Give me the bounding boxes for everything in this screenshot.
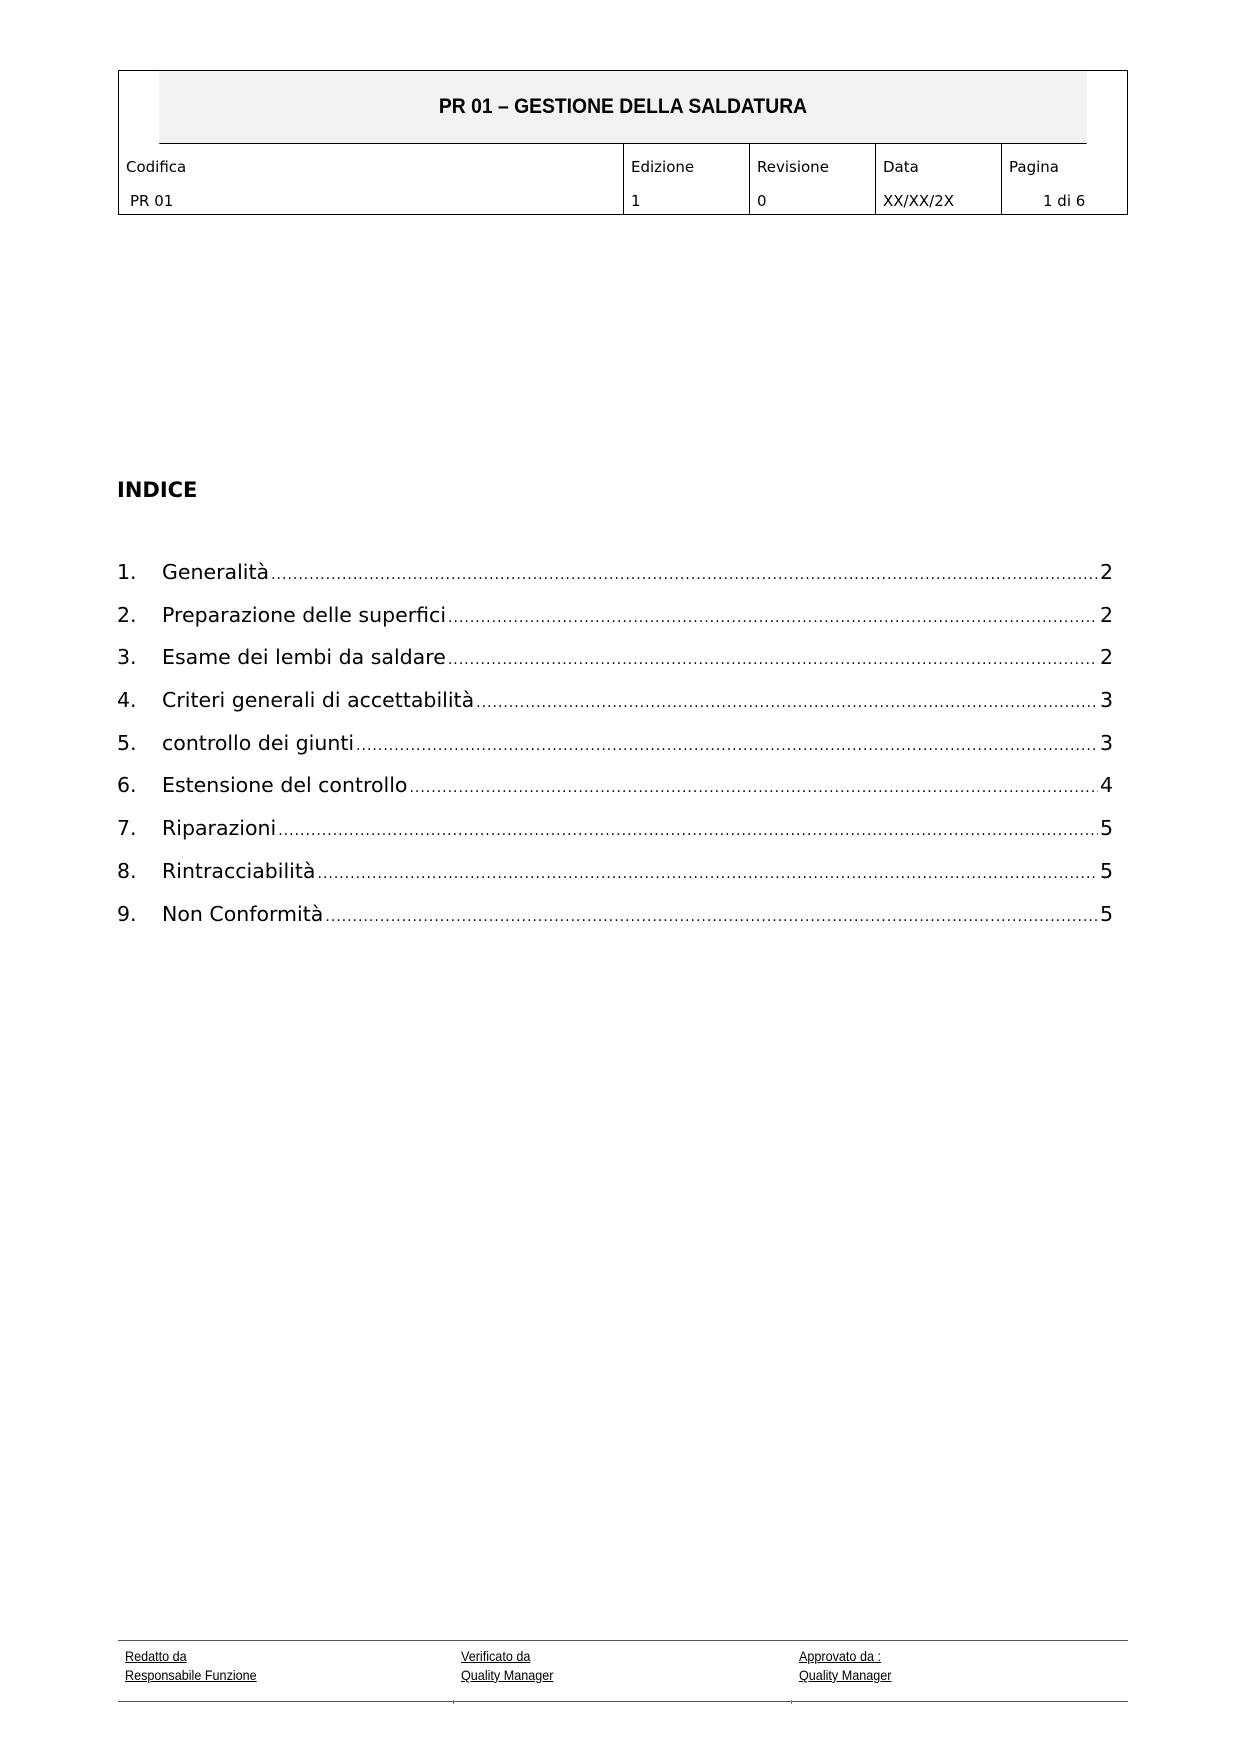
revisione-cell — [750, 144, 876, 214]
toc-heading: INDICE — [117, 478, 198, 502]
toc-item-preparazione[interactable] — [117, 603, 1113, 646]
toc-item-page: 2 — [1099, 645, 1113, 670]
toc-item-number: 6. — [117, 773, 137, 798]
data-cell — [876, 144, 1002, 214]
pagina-cell — [1002, 144, 1127, 214]
revisione-value: 0 — [757, 192, 767, 210]
revisione-label: Revisione — [757, 158, 829, 176]
toc-item-label: Rintracciabilità — [162, 858, 316, 883]
toc-item-rintracciabilita[interactable] — [117, 859, 1113, 902]
verificato-label: Verificato da — [461, 1648, 531, 1664]
toc-dot-leader — [325, 909, 1098, 925]
toc-item-esame-lembi[interactable] — [117, 645, 1113, 688]
codifica-label: Codifica — [126, 158, 187, 176]
edizione-label: Edizione — [631, 158, 695, 176]
pagina-label: Pagina — [1009, 158, 1059, 176]
toc-item-label: Criteri generali di accettabilità — [162, 688, 475, 713]
verificato-block — [461, 1647, 564, 1685]
pagina-value: 1 di 6 — [1043, 192, 1086, 210]
verificato-value: Quality Manager — [461, 1667, 554, 1683]
toc-item-controllo-giunti[interactable] — [117, 731, 1113, 774]
header-info-row — [119, 144, 1127, 214]
toc-dot-leader — [317, 866, 1097, 882]
toc-item-label: controllo dei giunti — [162, 730, 355, 755]
toc-item-number: 3. — [117, 645, 137, 670]
toc-item-label: Riparazioni — [162, 816, 277, 841]
toc-item-number: 7. — [117, 816, 137, 841]
toc-item-label: Estensione del controllo — [162, 773, 408, 798]
toc-dot-leader — [476, 695, 1098, 711]
codifica-value: PR 01 — [130, 192, 174, 210]
toc-dot-leader — [448, 610, 1098, 626]
toc-item-page: 2 — [1099, 560, 1113, 584]
toc-item-label: Preparazione delle superfici — [162, 602, 447, 627]
edizione-cell — [624, 144, 750, 214]
toc-item-estensione[interactable] — [117, 773, 1113, 816]
toc-item-page: 5 — [1099, 901, 1113, 926]
toc-dot-leader — [409, 780, 1098, 796]
edizione-value: 1 — [631, 192, 641, 210]
toc-item-non-conformita[interactable] — [117, 902, 1113, 945]
footer-divider-mark — [453, 1700, 454, 1704]
toc-item-number: 4. — [117, 688, 137, 713]
data-label: Data — [883, 158, 919, 176]
codifica-cell — [119, 144, 624, 214]
redatto-value: Responsabile Funzione — [125, 1667, 257, 1683]
document-title: PR 01 – GESTIONE DELLA SALDATURA — [159, 71, 1086, 144]
toc-item-label: Esame dei lembi da saldare — [162, 645, 446, 670]
toc-item-page: 5 — [1099, 816, 1113, 841]
toc-dot-leader — [448, 652, 1098, 668]
approvato-value: Quality Manager — [799, 1667, 892, 1683]
toc-item-page: 3 — [1099, 730, 1113, 755]
approvato-block — [799, 1647, 902, 1685]
redatto-block — [125, 1647, 271, 1685]
approval-footer — [118, 1640, 1128, 1702]
toc-item-generalita[interactable] — [117, 560, 1113, 603]
toc-item-number: 8. — [117, 858, 137, 883]
toc-item-label: Non Conformità — [162, 901, 324, 926]
footer-divider-mark — [791, 1700, 792, 1704]
approvato-label: Approvato da : — [799, 1648, 881, 1664]
toc-item-number: 5. — [117, 730, 137, 755]
toc-item-label: Generalità — [162, 560, 270, 584]
toc-item-page: 2 — [1099, 602, 1113, 627]
document-header — [118, 70, 1128, 215]
data-value: XX/XX/2X — [883, 192, 955, 210]
toc-item-number: 1. — [117, 560, 137, 584]
toc-item-page: 3 — [1099, 688, 1113, 713]
toc-item-page: 4 — [1099, 773, 1113, 798]
toc-dot-leader — [278, 823, 1098, 839]
table-of-contents — [117, 560, 1113, 944]
toc-dot-leader — [356, 738, 1098, 754]
toc-dot-leader — [271, 567, 1098, 583]
toc-item-page: 5 — [1099, 858, 1113, 883]
toc-item-criteri[interactable] — [117, 688, 1113, 731]
toc-item-number: 2. — [117, 602, 137, 627]
toc-item-riparazioni[interactable] — [117, 816, 1113, 859]
toc-item-number: 9. — [117, 901, 137, 926]
redatto-label: Redatto da — [125, 1648, 187, 1664]
